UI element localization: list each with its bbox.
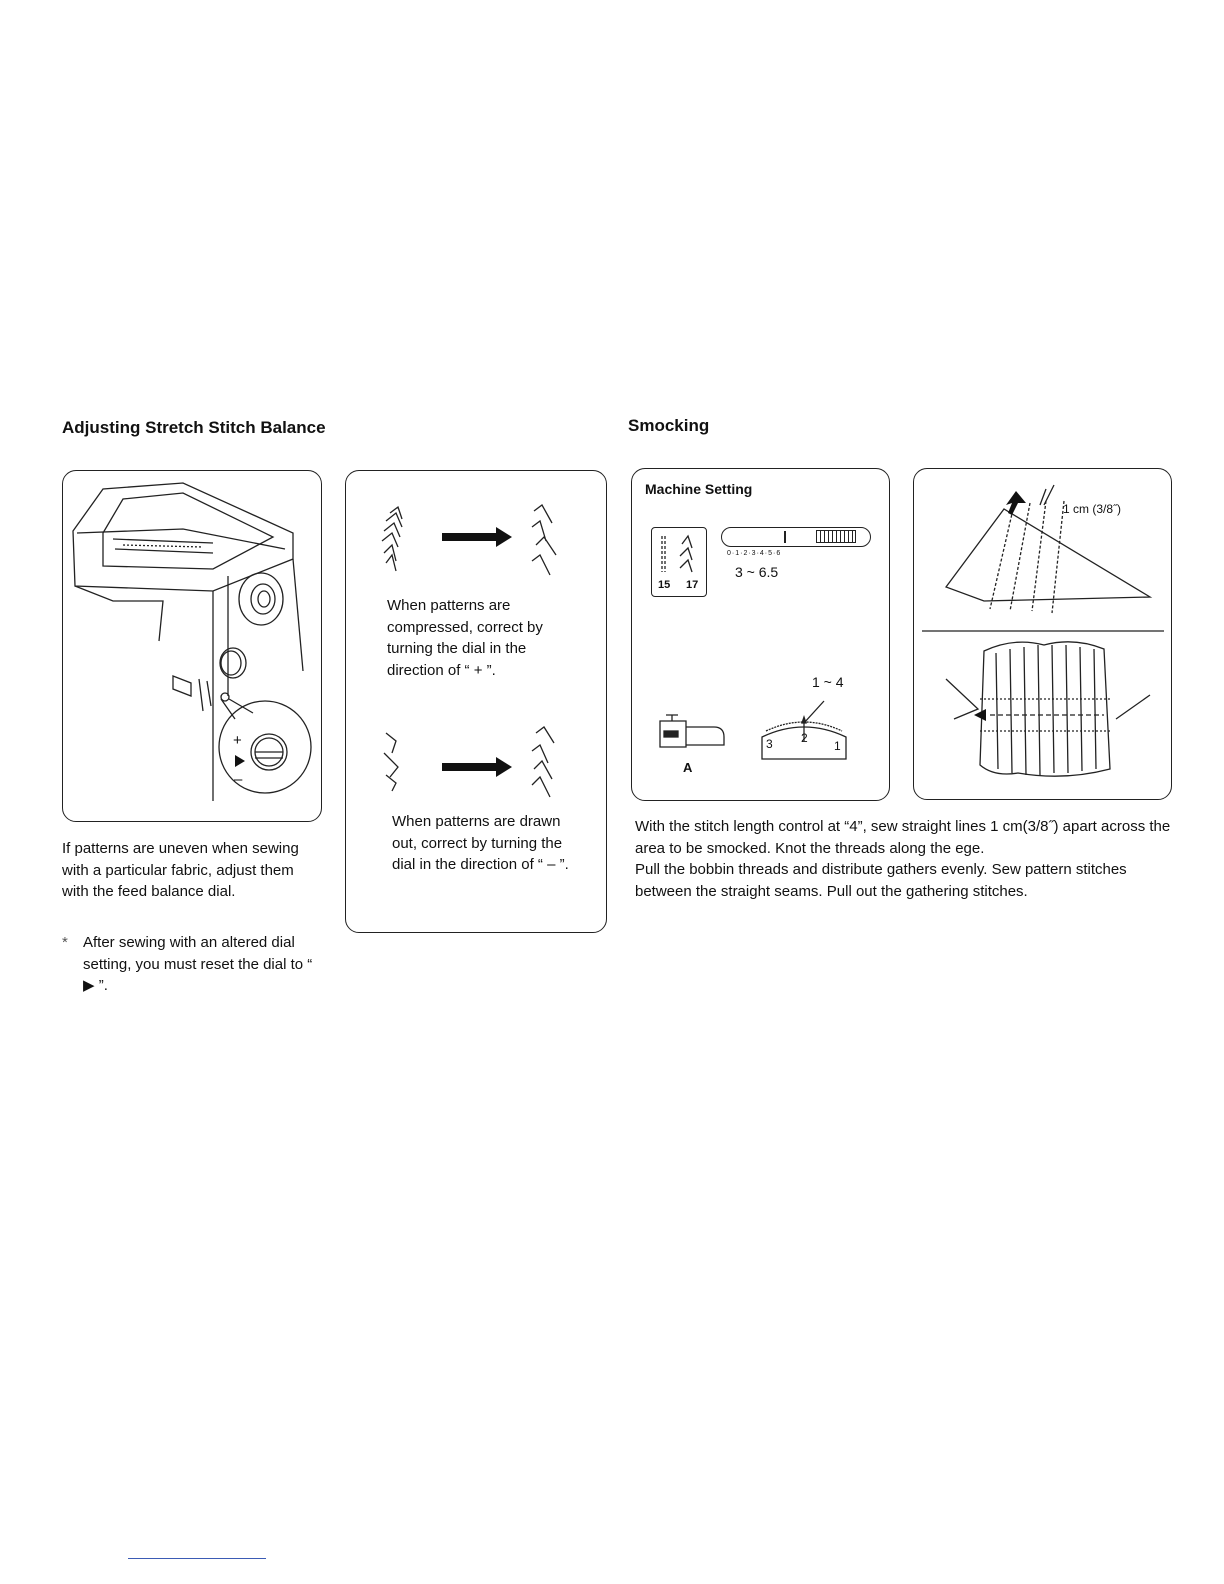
instruction-step-2: Pull the bobbin threads and distribute gathers evenly. Sew pattern stitches between the straight seams. Pull out the gathering stitches. [635, 861, 1127, 900]
machine-setting-label: Machine Setting [645, 481, 753, 497]
reset-note-text: After sewing with an altered dial setting, you must reset the dial to “ ▶ ”. [83, 934, 313, 994]
dial-center-triangle-icon [235, 755, 245, 767]
stitch-width-range: 3 ~ 6.5 [735, 564, 779, 580]
compressed-text: When patterns are compressed, correct by turning the dial in the direction of “ + ”. [387, 597, 543, 679]
presser-foot-label: A [683, 760, 693, 775]
length-scale: 0·1·2·3·4·5·6 [727, 550, 782, 557]
dial-plus-mark: + [233, 732, 242, 749]
sewing-machine-illustration [63, 471, 323, 823]
tension-range: 1 ~ 4 [812, 674, 844, 690]
instruction-step-1: With the stitch length control at “4”, sew straight lines 1 cm(3/8˝) apart across the area to be smocked. Knot the threads along the ege. [635, 818, 1171, 857]
tension-number-3: 3 [766, 737, 773, 751]
machine-illustration-panel [62, 470, 322, 822]
reset-note [62, 932, 324, 997]
pattern-number-17: 17 [686, 579, 699, 591]
section-title-smocking: Smocking [628, 416, 710, 435]
smocking-illustration-panel [913, 468, 1172, 800]
footnote-rule [128, 1558, 266, 1559]
note-asterisk: * [62, 934, 68, 951]
pattern-number-15: 15 [658, 579, 671, 591]
dial-minus-mark: – [234, 771, 243, 788]
gather-arrow-icon [974, 709, 986, 721]
arrow-right-icon-2 [496, 757, 512, 777]
drawn-out-text: When patterns are drawn out, correct by turning the dial in the direction of “ – ”. [392, 813, 569, 873]
machine-setting-panel [631, 468, 890, 801]
section-title-stretch-balance: Adjusting Stretch Stitch Balance [62, 418, 326, 437]
tension-number-1: 1 [834, 739, 841, 753]
stitch-pattern-panel [345, 470, 607, 933]
pull-arrow-icon [1006, 491, 1026, 515]
spacing-label: 1 cm (3/8˝) [1063, 502, 1122, 516]
tension-dial-illustration [632, 469, 891, 802]
smocking-instructions [635, 816, 1175, 902]
smocking-illustration [914, 469, 1173, 801]
stretch-balance-body: If patterns are uneven when sewing with a particular fabric, adjust them with the feed balance dial. [62, 840, 299, 900]
tension-number-2: 2 [801, 731, 808, 745]
